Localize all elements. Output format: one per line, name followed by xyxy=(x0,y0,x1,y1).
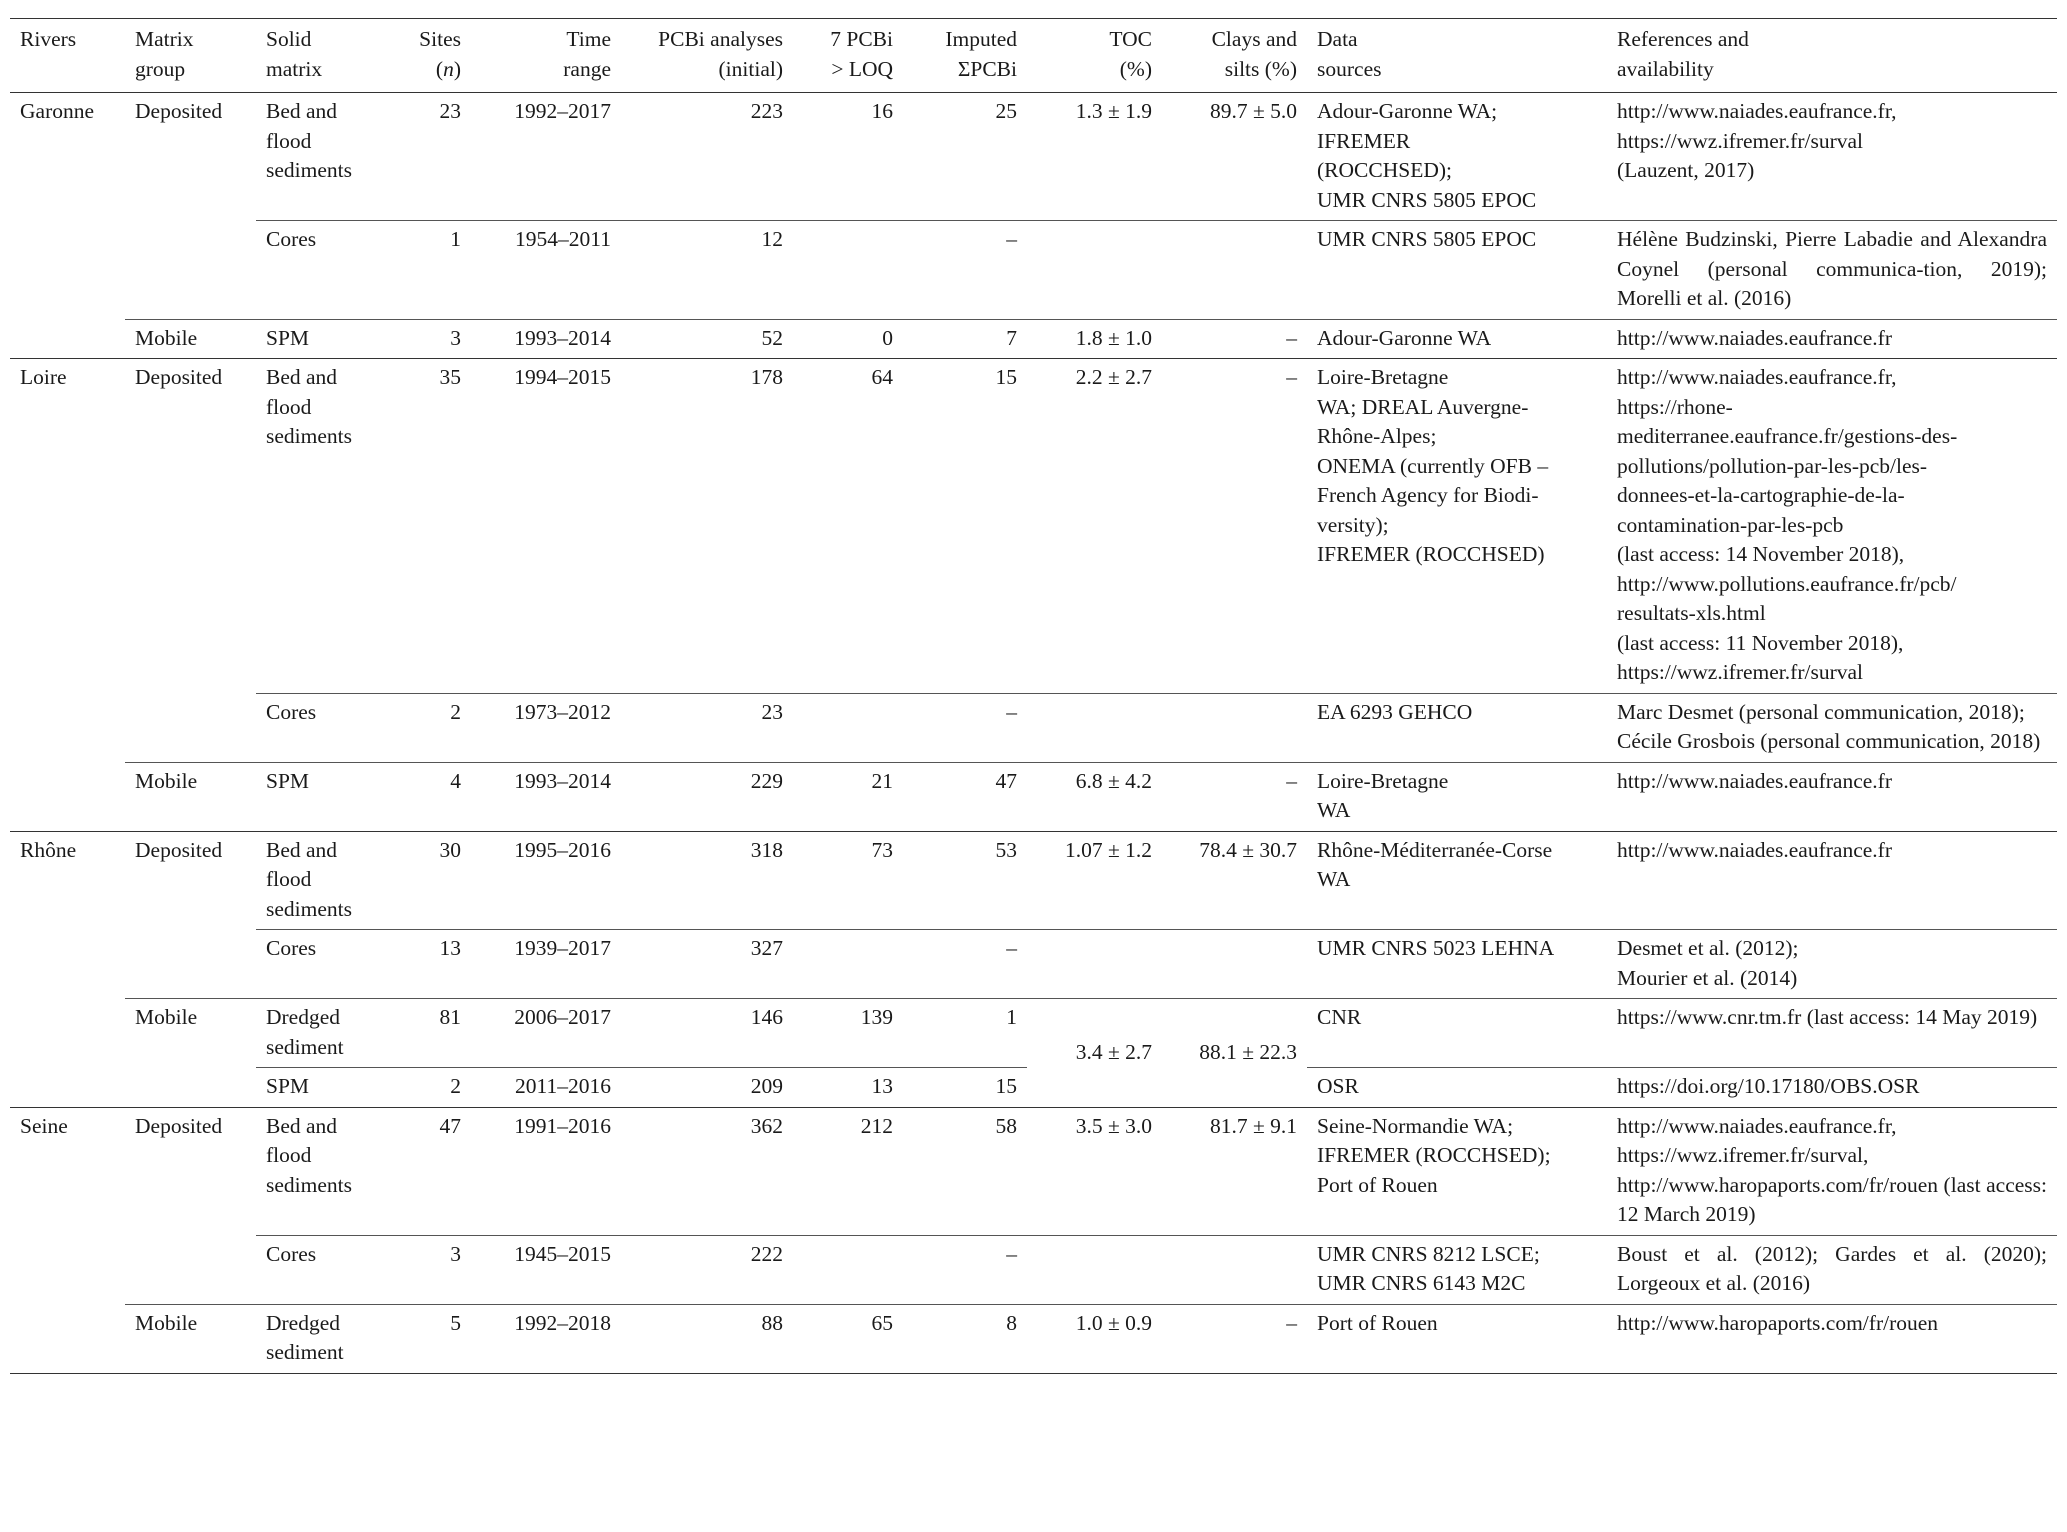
clays-cell: 88.1 ± 22.3 xyxy=(1162,999,1307,1108)
refs-cell: http://www.haropaports.com/fr/rouen xyxy=(1607,1304,2057,1373)
matrix-cell: SPM xyxy=(256,319,386,359)
col-sites-n: n xyxy=(443,56,454,81)
clays-cell xyxy=(1162,1235,1307,1304)
table-row xyxy=(10,930,2057,999)
time-cell: 1992–2018 xyxy=(471,1304,621,1373)
refs-cell: http://www.naiades.eaufrance.fr xyxy=(1607,762,2057,831)
analyses-cell: 362 xyxy=(750,1113,783,1138)
analyses-cell: 209 xyxy=(621,1068,793,1108)
clays-cell: 81.7 ± 9.1 xyxy=(1209,1113,1297,1138)
analyses-cell: 178 xyxy=(750,365,783,389)
sources-cell: Loire-Bretagne WA xyxy=(1307,762,1607,831)
loq-cell: 64 xyxy=(871,365,893,389)
sites-cell: 13 xyxy=(386,930,471,999)
clays-cell: – xyxy=(1162,319,1307,359)
analyses-cell: 146 xyxy=(621,999,793,1068)
clays-cell: 78.4 ± 30.7 xyxy=(1199,837,1297,862)
toc-cell xyxy=(1027,221,1162,320)
table-row xyxy=(10,762,2057,831)
group-cell: Mobile xyxy=(125,762,256,831)
col-sources: Data sources xyxy=(1317,27,1382,81)
clays-cell: 89.7 ± 5.0 xyxy=(1209,99,1297,123)
group-cell: Deposited xyxy=(135,365,223,389)
loq-cell: 212 xyxy=(860,1113,893,1138)
river-cell: Garonne xyxy=(20,99,95,123)
loq-cell: 16 xyxy=(871,99,893,123)
matrix-cell: Dredged sediment xyxy=(256,999,386,1068)
time-cell: 1993–2014 xyxy=(471,319,621,359)
matrix-cell: Cores xyxy=(256,1235,386,1304)
toc-cell: 1.07 ± 1.2 xyxy=(1064,837,1152,862)
sites-cell: 35 xyxy=(439,365,461,389)
sources-cell: EA 6293 GEHCO xyxy=(1307,693,1607,762)
loq-cell: 21 xyxy=(793,762,903,831)
time-cell: 1995–2016 xyxy=(514,837,611,862)
sources-cell: Adour-Garonne WA xyxy=(1307,319,1607,359)
toc-cell: 3.5 ± 3.0 xyxy=(1075,1113,1152,1138)
col-solid-matrix: Solid matrix xyxy=(266,27,323,81)
river-cell: Seine xyxy=(20,1113,68,1138)
header-row xyxy=(10,19,2057,93)
toc-cell: 1.3 ± 1.9 xyxy=(1075,99,1152,123)
refs-cell: http://www.naiades.eaufrance.fr xyxy=(1607,319,2057,359)
group-cell: Deposited xyxy=(135,1113,223,1138)
matrix-cell: Bed and flood sediments xyxy=(266,1113,352,1197)
sites-cell: 3 xyxy=(386,1235,471,1304)
sources-cell: Port of Rouen xyxy=(1307,1304,1607,1373)
col-sites xyxy=(386,19,471,93)
matrix-cell: Dredged sediment xyxy=(256,1304,386,1373)
col-analyses: PCBi analyses (initial) xyxy=(658,27,783,81)
analyses-cell: 222 xyxy=(621,1235,793,1304)
table-row xyxy=(10,319,2057,359)
analyses-cell: 23 xyxy=(621,693,793,762)
river-cell: Loire xyxy=(20,365,67,389)
imputed-cell: – xyxy=(903,221,1027,320)
sites-cell: 30 xyxy=(439,837,461,862)
toc-cell: 1.0 ± 0.9 xyxy=(1027,1304,1162,1373)
loq-cell xyxy=(793,693,903,762)
refs-cell: Desmet et al. (2012); Mourier et al. (2014) xyxy=(1607,930,2057,999)
table-container xyxy=(10,18,2057,1374)
group-cell: Deposited xyxy=(135,99,223,123)
imputed-cell: 53 xyxy=(995,837,1017,862)
toc-cell xyxy=(1027,930,1162,999)
loq-cell: 65 xyxy=(793,1304,903,1373)
refs-cell: Marc Desmet (personal communication, 2018); Cécile Grosbois (personal communication, 2018) xyxy=(1607,693,2057,762)
time-cell: 1945–2015 xyxy=(471,1235,621,1304)
loq-cell: 13 xyxy=(793,1068,903,1108)
loq-cell xyxy=(793,1235,903,1304)
analyses-cell: 327 xyxy=(621,930,793,999)
sources-cell: UMR CNRS 5023 LEHNA xyxy=(1307,930,1607,999)
clays-cell xyxy=(1162,930,1307,999)
col-refs: References and availability xyxy=(1617,27,1749,81)
matrix-cell: SPM xyxy=(256,762,386,831)
sites-cell: 4 xyxy=(386,762,471,831)
sources-cell: Seine-Normandie WA; IFREMER (ROCCHSED); Port of Rouen xyxy=(1317,1113,1551,1197)
table-row xyxy=(10,999,2057,1068)
col-sites-label: Sites xyxy=(419,27,461,51)
col-above-loq: 7 PCBi > LOQ xyxy=(830,27,893,81)
refs-cell: Hélène Budzinski, Pierre Labadie and Alexandra Coynel (personal communica-tion, 2019); Morelli et al. (2016) xyxy=(1607,221,2057,320)
imputed-cell: 7 xyxy=(903,319,1027,359)
col-imputed: Imputed ΣPCBi xyxy=(945,27,1017,81)
sites-cell: 1 xyxy=(386,221,471,320)
toc-cell: 1.8 ± 1.0 xyxy=(1027,319,1162,359)
time-cell: 1991–2016 xyxy=(514,1113,611,1138)
time-cell: 2011–2016 xyxy=(471,1068,621,1108)
col-rivers: Rivers xyxy=(20,27,77,51)
refs-cell: http://www.naiades.eaufrance.fr, https://wwz.ifremer.fr/surval, http://www.haropaports.com/fr/rouen (last access: 12 March 2019) xyxy=(1617,1113,2047,1226)
group-cell: Mobile xyxy=(125,319,256,359)
col-toc: TOC (%) xyxy=(1109,27,1152,81)
sources-cell: UMR CNRS 8212 LSCE; UMR CNRS 6143 M2C xyxy=(1307,1235,1607,1304)
imputed-cell: 1 xyxy=(903,999,1027,1068)
river-cell: Rhône xyxy=(20,837,77,862)
sources-cell: Loire-Bretagne WA; DREAL Auvergne- Rhône-Alpes; ONEMA (currently OFB – French Agency for Biodi- versity); IFREMER (ROCCHSED) xyxy=(1317,365,1549,566)
time-cell: 1993–2014 xyxy=(471,762,621,831)
toc-cell: 6.8 ± 4.2 xyxy=(1027,762,1162,831)
loq-cell: 73 xyxy=(871,837,893,862)
imputed-cell: – xyxy=(903,1235,1027,1304)
table-row xyxy=(10,1235,2057,1304)
imputed-cell: 58 xyxy=(995,1113,1017,1138)
time-cell: 1939–2017 xyxy=(471,930,621,999)
group-cell: Mobile xyxy=(125,999,256,1108)
col-time-range: Time range xyxy=(563,27,611,81)
imputed-cell: 47 xyxy=(903,762,1027,831)
refs-cell: http://www.naiades.eaufrance.fr xyxy=(1617,837,1892,862)
sites-cell: 3 xyxy=(386,319,471,359)
loq-cell: 139 xyxy=(793,999,903,1068)
table-row xyxy=(10,1107,2057,1235)
analyses-cell: 88 xyxy=(621,1304,793,1373)
sites-cell: 5 xyxy=(386,1304,471,1373)
sites-cell: 23 xyxy=(439,99,461,123)
analyses-cell: 223 xyxy=(750,99,783,123)
sites-cell: 81 xyxy=(386,999,471,1068)
toc-cell: 2.2 ± 2.7 xyxy=(1075,365,1152,389)
sources-cell: OSR xyxy=(1307,1068,1607,1108)
clays-cell xyxy=(1162,221,1307,320)
sources-cell: Rhône-Méditerranée-Corse WA xyxy=(1317,837,1553,891)
refs-cell: https://www.cnr.tm.fr (last access: 14 May 2019) xyxy=(1607,999,2057,1068)
time-cell: 1992–2017 xyxy=(514,99,611,123)
table-row xyxy=(10,93,2057,221)
pcb-data-table xyxy=(10,18,2057,1374)
analyses-cell: 229 xyxy=(621,762,793,831)
matrix-cell: Cores xyxy=(256,693,386,762)
table-row xyxy=(10,693,2057,762)
matrix-cell: Cores xyxy=(256,930,386,999)
sources-cell: CNR xyxy=(1307,999,1607,1068)
group-cell: Mobile xyxy=(125,1304,256,1373)
time-cell: 1973–2012 xyxy=(471,693,621,762)
sources-cell: UMR CNRS 5805 EPOC xyxy=(1307,221,1607,320)
table-row xyxy=(10,359,2057,694)
imputed-cell: 8 xyxy=(903,1304,1027,1373)
matrix-cell: Bed and flood sediments xyxy=(266,99,352,182)
imputed-cell: – xyxy=(903,930,1027,999)
col-sites-close: ) xyxy=(453,56,461,81)
loq-cell xyxy=(793,221,903,320)
imputed-cell: 15 xyxy=(903,1068,1027,1108)
clays-cell: – xyxy=(1286,365,1297,389)
analyses-cell: 318 xyxy=(750,837,783,862)
toc-cell xyxy=(1027,693,1162,762)
imputed-cell: 25 xyxy=(995,99,1017,123)
matrix-cell: SPM xyxy=(256,1068,386,1108)
analyses-cell: 12 xyxy=(621,221,793,320)
time-cell: 1954–2011 xyxy=(471,221,621,320)
loq-cell: 0 xyxy=(793,319,903,359)
matrix-cell: Bed and flood sediments xyxy=(266,365,352,448)
clays-cell xyxy=(1162,693,1307,762)
table-row xyxy=(10,831,2057,930)
matrix-cell: Bed and flood sediments xyxy=(266,837,352,921)
imputed-cell: 15 xyxy=(995,365,1017,389)
sites-cell: 2 xyxy=(386,1068,471,1108)
sites-cell: 2 xyxy=(386,693,471,762)
col-sites-open: ( xyxy=(435,56,444,81)
sites-cell: 47 xyxy=(439,1113,461,1138)
time-cell: 2006–2017 xyxy=(471,999,621,1068)
refs-cell: Boust et al. (2012); Gardes et al. (2020); Lorgeoux et al. (2016) xyxy=(1607,1235,2057,1304)
loq-cell xyxy=(793,930,903,999)
clays-cell: – xyxy=(1162,1304,1307,1373)
analyses-cell: 52 xyxy=(621,319,793,359)
toc-cell xyxy=(1027,1235,1162,1304)
toc-cell: 3.4 ± 2.7 xyxy=(1027,999,1162,1108)
group-cell: Deposited xyxy=(135,837,223,862)
col-clays: Clays and silts (%) xyxy=(1211,27,1297,81)
sources-cell: Adour-Garonne WA; IFREMER (ROCCHSED); UMR CNRS 5805 EPOC xyxy=(1317,99,1537,212)
imputed-cell: – xyxy=(903,693,1027,762)
time-cell: 1994–2015 xyxy=(514,365,611,389)
col-matrix-group: Matrix group xyxy=(135,27,194,81)
refs-cell: https://doi.org/10.17180/OBS.OSR xyxy=(1607,1068,2057,1108)
refs-cell: http://www.naiades.eaufrance.fr, https://rhone- mediterranee.eaufrance.fr/gestions-des- pollutions/pollution-par-les-pcb/les- donnees-et-la-cartographie-de-la- contamination-par-les-pcb (last access: 14 November 2018), http://www.pollutions.eaufrance.fr/pcb/ resultats-xls.html (last access: 11 November 2018), https://wwz.ifremer.fr/surval xyxy=(1617,365,1958,684)
clays-cell: – xyxy=(1162,762,1307,831)
table-row xyxy=(10,1304,2057,1373)
refs-cell: http://www.naiades.eaufrance.fr, https://wwz.ifremer.fr/surval (Lauzent, 2017) xyxy=(1617,99,1897,182)
table-row xyxy=(10,221,2057,320)
matrix-cell: Cores xyxy=(256,221,386,320)
